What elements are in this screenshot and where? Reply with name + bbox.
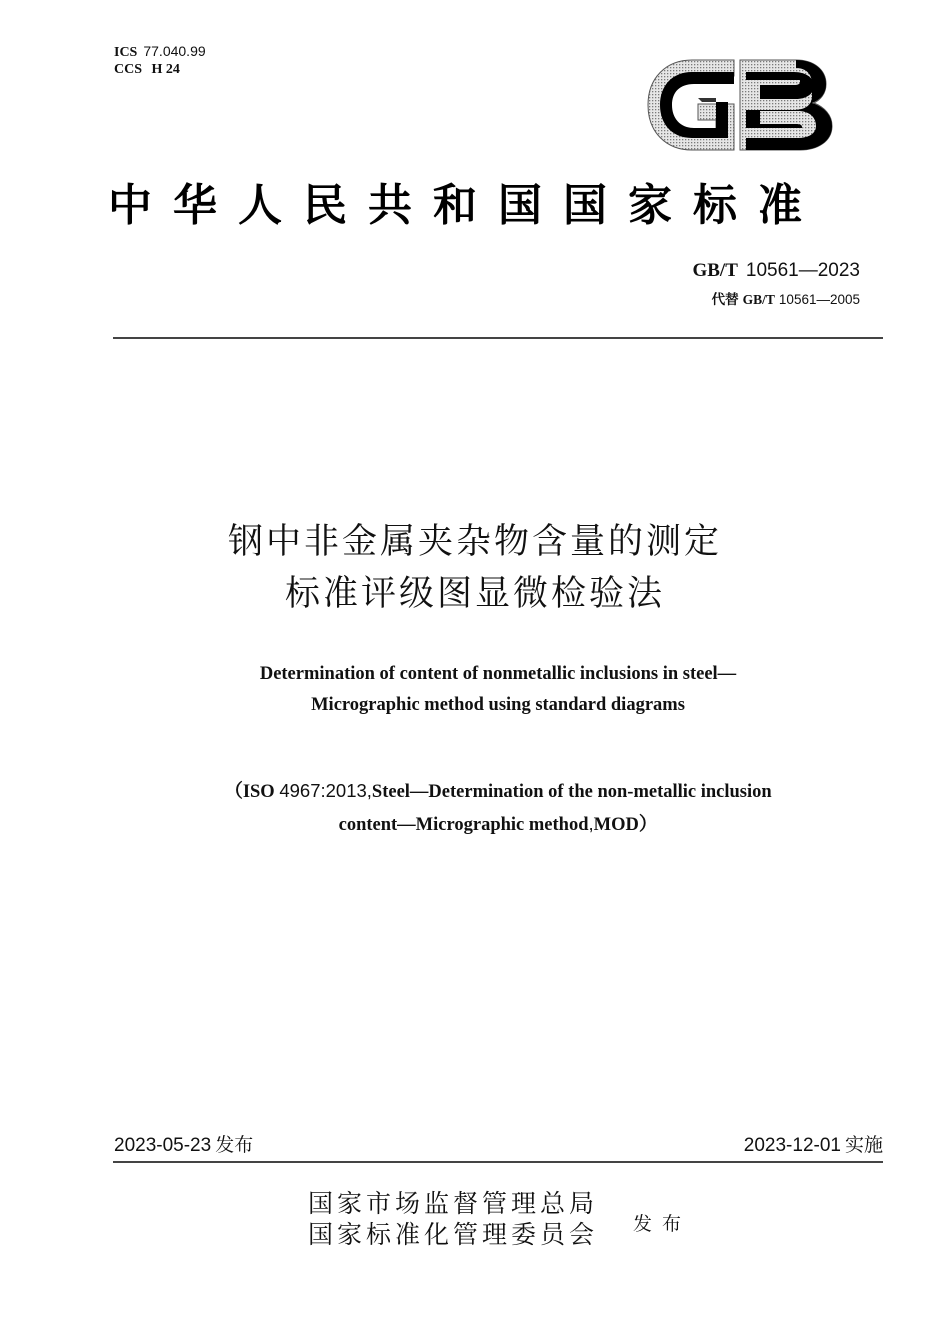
bottom-divider [113, 1161, 883, 1163]
issue-date [114, 1133, 253, 1158]
publisher-org1: 国家市场监督管理总局 [308, 1189, 599, 1218]
standard-number-value: 10561—2023 [745, 260, 860, 281]
standard-number [692, 259, 860, 283]
gb-logo-icon [646, 58, 834, 152]
top-divider [113, 337, 883, 339]
iso-reference-line1 [0, 775, 950, 808]
title-en-line1: Determination of content of nonmetallic inclusions in steel— [259, 664, 737, 684]
iso-mod: MOD [593, 815, 639, 835]
replaces-prefix: GB/T [742, 292, 775, 307]
ccs-row [114, 61, 206, 78]
ics-label: ICS [114, 45, 138, 60]
iso-reference [0, 775, 950, 841]
iso-sep2: , [588, 813, 594, 834]
title-en [0, 659, 950, 721]
issue-date-label: 发布 [215, 1134, 254, 1156]
national-standard-title: 中华人民共和国国家标准 [108, 180, 823, 231]
ccs-label: CCS [114, 62, 143, 77]
publish-label: 发布 [633, 1213, 692, 1235]
ics-code: 77.040.99 [143, 43, 206, 59]
ccs-code: H 24 [151, 62, 180, 77]
title-cn [0, 516, 950, 620]
iso-line2-text: content—Micrographic method [338, 815, 589, 835]
effective-date [744, 1133, 883, 1158]
publishers [308, 1188, 598, 1250]
effective-date-value: 2023-12-01 [743, 1135, 841, 1156]
title-cn-line2: 标准评级图显微检验法 [284, 574, 665, 614]
replaces-label: 代替 [711, 292, 739, 308]
replaces-standard [712, 291, 860, 309]
iso-sep1: , [366, 780, 372, 801]
iso-reference-line2 [0, 808, 950, 841]
iso-number: 4967:2013 [279, 780, 367, 801]
iso-line1-rest: Steel—Determination of the non-metallic inclusion [371, 782, 772, 802]
replaces-number: 10561—2005 [778, 292, 860, 307]
publisher-org2: 国家标准化管理委员会 [308, 1220, 599, 1249]
issue-date-value: 2023-05-23 [114, 1135, 212, 1156]
iso-close: ） [638, 815, 658, 835]
effective-date-label: 实施 [844, 1134, 883, 1156]
classification-block [114, 43, 206, 78]
title-cn-line1: 钢中非金属夹杂物含量的测定 [227, 522, 722, 562]
title-en-line2: Micrographic method using standard diagrams [311, 695, 685, 715]
ics-row [114, 43, 206, 61]
iso-open: （ISO [224, 782, 280, 802]
standard-prefix: GB/T [692, 260, 738, 281]
